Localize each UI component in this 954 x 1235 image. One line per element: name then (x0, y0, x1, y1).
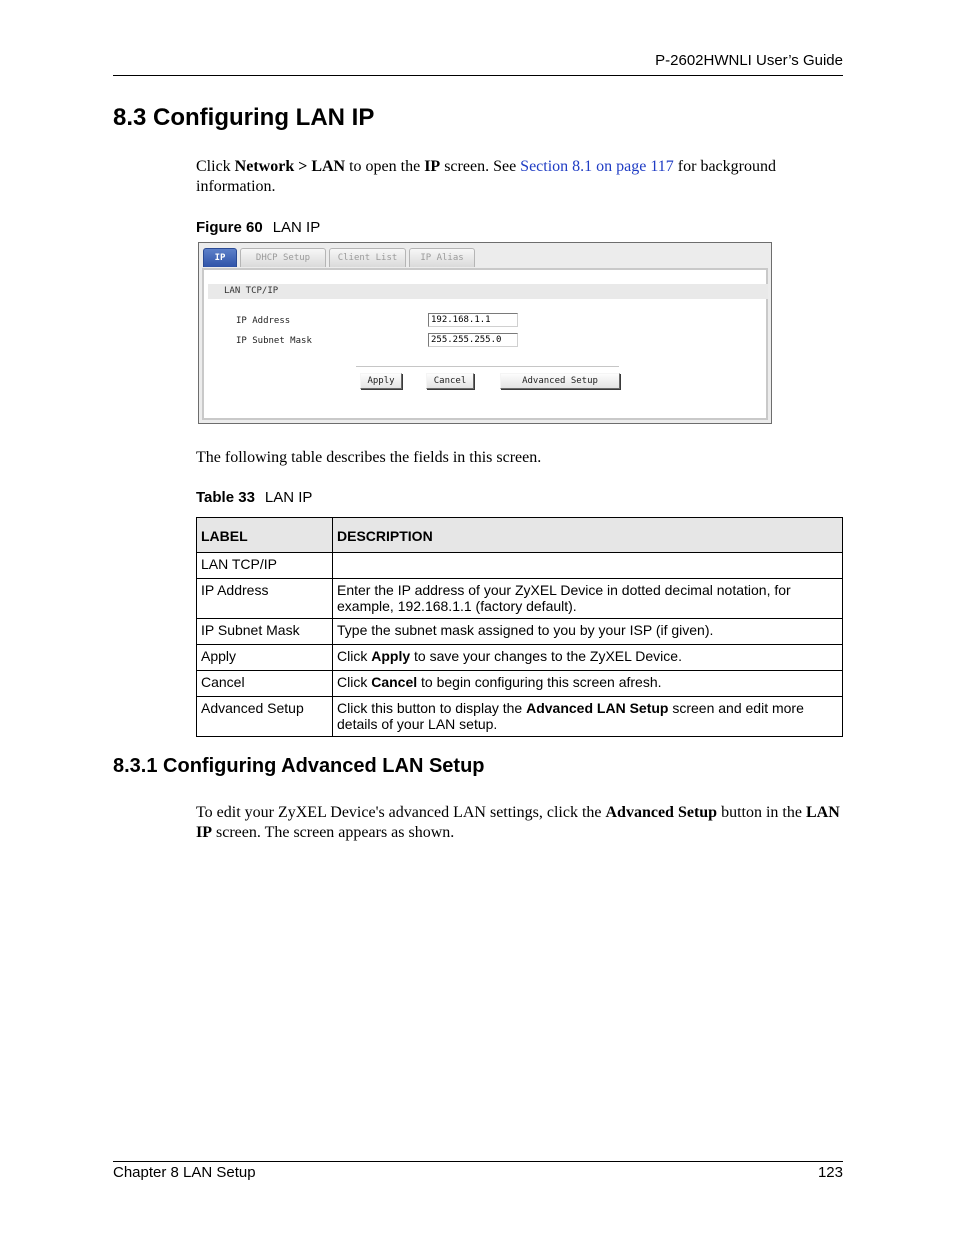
chapter-label: Chapter 8 LAN Setup (113, 1164, 256, 1181)
panel-title: LAN TCP/IP (208, 284, 768, 299)
row-label: Cancel (197, 671, 333, 697)
table-row (197, 619, 843, 645)
subnet-mask-input[interactable]: 255.255.255.0 (428, 333, 518, 347)
row-label: Apply (197, 645, 333, 671)
table-row (197, 645, 843, 671)
lan-ip-screenshot (198, 242, 772, 424)
row-description: Click Apply to save your changes to the ZyXEL Device. (333, 645, 843, 671)
tab-ip-alias[interactable]: IP Alias (409, 248, 475, 267)
guide-title: P-2602HWNLI User’s Guide (655, 52, 843, 69)
row-label: IP Address (197, 579, 333, 619)
table-header-row (197, 518, 843, 553)
page-footer (113, 1161, 843, 1186)
section-heading: 8.3 Configuring LAN IP (113, 104, 375, 131)
subsection-paragraph: To edit your ZyXEL Device's advanced LAN settings, click the Advanced Setup button in the LAN IP screen. The screen appears as shown. (196, 804, 840, 841)
ip-address-label: IP Address (236, 316, 291, 326)
subsection-heading: 8.3.1 Configuring Advanced LAN Setup (113, 755, 485, 777)
lan-ip-table (196, 517, 843, 737)
ip-address-input[interactable]: 192.168.1.1 (428, 313, 518, 327)
row-description: Click this button to display the Advanced LAN Setup screen and edit more details of your LAN setup. (333, 697, 843, 737)
divider (356, 366, 619, 367)
row-label: IP Subnet Mask (197, 619, 333, 645)
cancel-button[interactable]: Cancel (426, 373, 474, 389)
row-label: Advanced Setup (197, 697, 333, 737)
row-description: Type the subnet mask assigned to you by your ISP (if given). (333, 619, 843, 645)
page-number: 123 (817, 1164, 843, 1181)
header-description: DESCRIPTION (333, 518, 843, 553)
table-row (197, 553, 843, 579)
header-label: LABEL (197, 518, 333, 553)
table-intro: The following table describes the fields in this screen. (196, 449, 542, 466)
table-caption: Table 33 LAN IP (196, 489, 313, 506)
tab-dhcp-setup[interactable]: DHCP Setup (240, 248, 326, 267)
figure-caption: Figure 60 LAN IP (196, 219, 321, 236)
row-description: Click Cancel to begin configuring this screen afresh. (333, 671, 843, 697)
row-label: LAN TCP/IP (197, 553, 333, 579)
table-row (197, 697, 843, 737)
intro-paragraph: Click Network > LAN to open the IP screen. See Section 8.1 on page 117 for background information. (196, 158, 776, 195)
row-description (333, 553, 843, 579)
section-link[interactable]: Section 8.1 on page 117 (520, 158, 674, 175)
table-row (197, 579, 843, 619)
page-header (113, 51, 843, 76)
row-description: Enter the IP address of your ZyXEL Device in dotted decimal notation, for example, 192.168.1.1 (factory default). (333, 579, 843, 619)
table-row (197, 671, 843, 697)
advanced-setup-button[interactable]: Advanced Setup (500, 373, 620, 389)
settings-panel (202, 268, 768, 420)
apply-button[interactable]: Apply (360, 373, 402, 389)
subnet-mask-label: IP Subnet Mask (236, 336, 312, 346)
tab-client-list[interactable]: Client List (329, 248, 406, 267)
tab-ip[interactable]: IP (203, 248, 237, 267)
